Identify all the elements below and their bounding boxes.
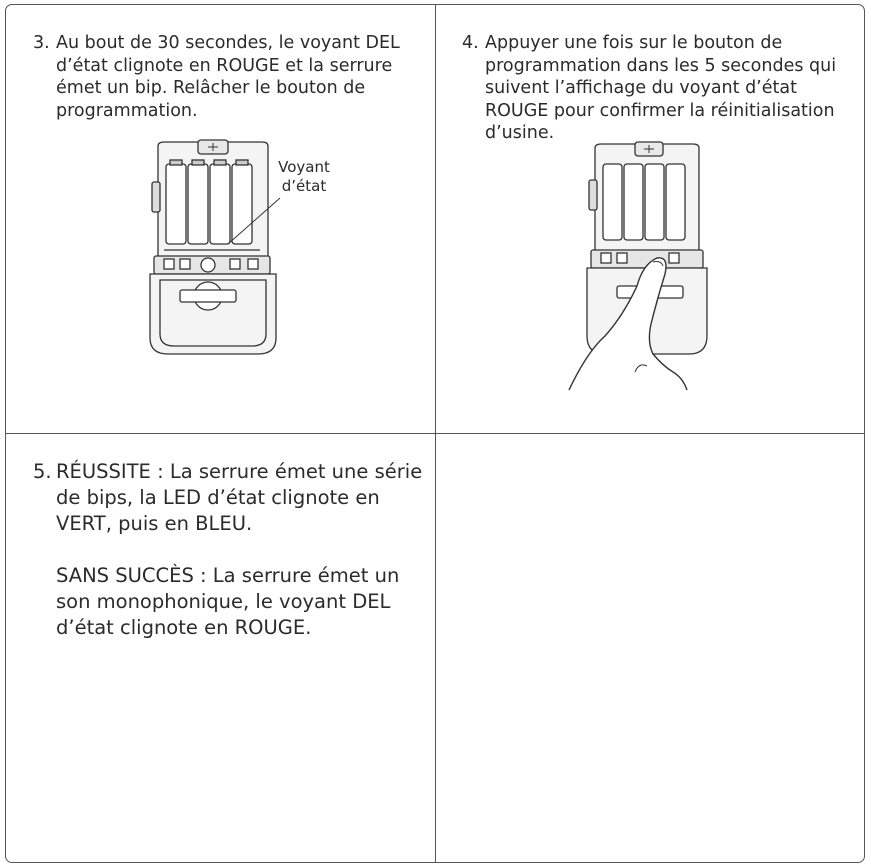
failure-paragraph: SANS SUCCÈS : La serrure émet un son monophonique, le voyant DEL d’état clignote en ROUGE. (56, 564, 400, 639)
success-paragraph: RÉUSSITE : La serrure émet une série de bips, la LED d’état clignote en VERT, puis en BLEU. (56, 460, 423, 535)
step-3-number: 3. (33, 33, 50, 53)
grid-horizontal-divider (5, 433, 865, 434)
step-4-text: Appuyer une fois sur le bouton de programmation dans les 5 secondes qui suivent l’affichage du voyant d’état ROUGE pour confirmer la réinitialisation d’usine. (485, 33, 837, 143)
callout-line-2: d’état (281, 177, 327, 195)
step-5-text (56, 459, 428, 641)
step-3-text: Au bout de 30 secondes, le voyant DEL d’état clignote en ROUGE et la serrure émet un bip. Relâcher le bouton de programmation. (56, 33, 400, 121)
step-4-number: 4. (462, 33, 479, 53)
callout-line-1: Voyant (278, 158, 330, 176)
step-5-number: 5. (33, 460, 52, 483)
lock-interior-illustration (140, 138, 290, 368)
press-button-illustration (565, 140, 715, 395)
empty-cell (437, 435, 863, 861)
